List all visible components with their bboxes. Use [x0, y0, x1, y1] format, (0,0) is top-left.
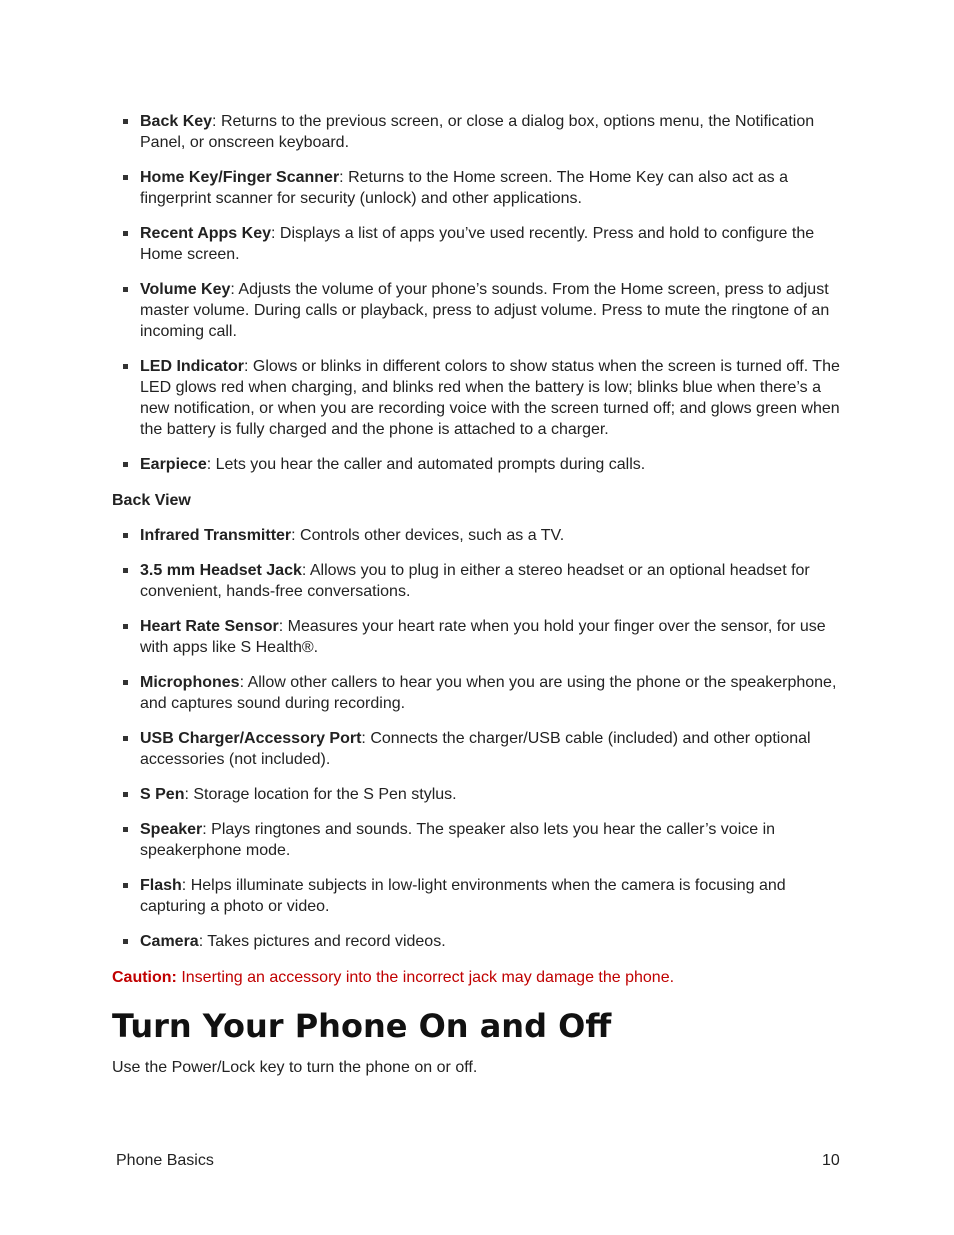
- item-description: : Adjusts the volume of your phone’s sounds. From the Home screen, press to adjust master volume. During calls or playback, press to adjust volume. Press to mute the ringtone of an incoming call.: [140, 281, 830, 340]
- item-description: : Connects the charger/USB cable (included) and other optional accessories (not included).: [140, 730, 811, 768]
- list-item: [112, 784, 842, 805]
- bullet-icon: [123, 792, 128, 797]
- bullet-icon: [123, 231, 128, 236]
- item-term: Recent Apps Key: [140, 225, 271, 242]
- front-keys-list: [112, 111, 842, 489]
- footer-page-number: 10: [822, 1152, 840, 1169]
- bullet-icon: [123, 287, 128, 292]
- list-item: [112, 931, 842, 952]
- list-item: [112, 819, 842, 861]
- item-description: : Allows you to plug in either a stereo headset or an optional headset for convenient, hands-free conversations.: [140, 562, 810, 600]
- list-item: [112, 279, 842, 342]
- item-term: Camera: [140, 933, 199, 950]
- item-description: : Glows or blinks in different colors to show status when the screen is turned off. The LED glows red when charging, and blinks red when the battery is low; blinks blue when there’s a new notification, or when you are recording voice with the screen turned off; and glows green when the battery is fully charged and the phone is attached to a charger.: [140, 358, 840, 438]
- caution-text: Inserting an accessory into the incorrect jack may damage the phone.: [176, 969, 675, 986]
- list-item: [112, 672, 842, 714]
- item-description: : Allow other callers to hear you when you are using the phone or the speakerphone, and captures sound during recording.: [140, 674, 837, 712]
- caution-label: Caution:: [112, 969, 177, 986]
- list-item: [112, 525, 842, 546]
- list-item: [112, 356, 842, 440]
- bullet-icon: [123, 624, 128, 629]
- list-item: [112, 223, 842, 265]
- back-view-heading: Back View: [112, 492, 191, 509]
- bullet-icon: [123, 568, 128, 573]
- item-term: 3.5 mm Headset Jack: [140, 562, 302, 579]
- item-description: : Storage location for the S Pen stylus.: [184, 786, 457, 803]
- item-term: Infrared Transmitter: [140, 527, 292, 544]
- list-item: [112, 111, 842, 153]
- bullet-icon: [123, 736, 128, 741]
- bullet-icon: [123, 533, 128, 538]
- item-description: : Controls other devices, such as a TV.: [291, 527, 565, 544]
- item-term: Speaker: [140, 821, 203, 838]
- bullet-icon: [123, 883, 128, 888]
- item-description: : Takes pictures and record videos.: [198, 933, 446, 950]
- item-description: : Plays ringtones and sounds. The speaker also lets you hear the caller’s voice in speakerphone mode.: [140, 821, 776, 859]
- bullet-icon: [123, 462, 128, 467]
- item-term: S Pen: [140, 786, 185, 803]
- item-description: : Measures your heart rate when you hold your finger over the sensor, for use with apps like S Health®.: [140, 618, 826, 656]
- bullet-icon: [123, 827, 128, 832]
- item-term: USB Charger/Accessory Port: [140, 730, 362, 747]
- item-description: : Returns to the previous screen, or close a dialog box, options menu, the Notification Panel, or onscreen keyboard.: [140, 113, 815, 151]
- bullet-icon: [123, 175, 128, 180]
- list-item: [112, 454, 842, 475]
- item-description: : Helps illuminate subjects in low-light environments when the camera is focusing and capturing a photo or video.: [140, 877, 786, 915]
- back-view-list: [112, 525, 842, 966]
- caution-note: [112, 967, 674, 988]
- item-term: Earpiece: [140, 456, 207, 473]
- item-term: LED Indicator: [140, 358, 245, 375]
- item-description: : Returns to the Home screen. The Home Key can also act as a fingerprint scanner for security (unlock) and other applications.: [140, 169, 788, 207]
- section-title: Turn Your Phone On and Off: [112, 1007, 612, 1045]
- item-term: Flash: [140, 877, 182, 894]
- item-description: : Displays a list of apps you’ve used recently. Press and hold to configure the Home screen.: [140, 225, 815, 263]
- list-item: [112, 167, 842, 209]
- footer-section-name: Phone Basics: [116, 1152, 214, 1169]
- item-term: Volume Key: [140, 281, 231, 298]
- item-term: Home Key/Finger Scanner: [140, 169, 340, 186]
- intro-paragraph: Use the Power/Lock key to turn the phone on or off.: [112, 1059, 478, 1076]
- item-term: Heart Rate Sensor: [140, 618, 279, 635]
- list-item: [112, 875, 842, 917]
- bullet-icon: [123, 680, 128, 685]
- list-item: [112, 616, 842, 658]
- bullet-icon: [123, 364, 128, 369]
- bullet-icon: [123, 939, 128, 944]
- item-term: Microphones: [140, 674, 240, 691]
- item-description: : Lets you hear the caller and automated prompts during calls.: [206, 456, 646, 473]
- bullet-icon: [123, 119, 128, 124]
- item-term: Back Key: [140, 113, 213, 130]
- list-item: [112, 560, 842, 602]
- list-item: [112, 728, 842, 770]
